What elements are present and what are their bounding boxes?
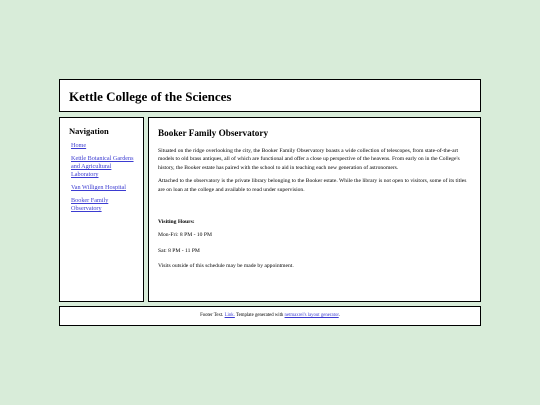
navigation-heading: Navigation: [69, 126, 109, 136]
nav-item-home: [71, 142, 137, 150]
hours-weekday: Mon-Fri: 8 PM - 10 PM: [158, 232, 212, 239]
nav-link-home[interactable]: Home: [71, 142, 87, 149]
intro-paragraph: Situated on the ridge overlooking the city, the Booker Family Observatory boasts a wide collection of telescopes, from state-of-the-art models to old brass antiques, all of which are functional and offer a close up perspective of the heavens. From early on in the College's history, the Booker estate has paired with the school to aid in teaching each new generation of astronomers.: [158, 148, 460, 171]
nav-item-observatory: [71, 197, 137, 213]
content-body: [158, 147, 472, 278]
nav-item-botanical-gardens: [71, 155, 137, 179]
nav-link-hospital[interactable]: Van Willigen Hospital: [71, 184, 126, 191]
nav-link-observatory[interactable]: Booker Family Observatory: [71, 197, 109, 212]
nav-item-hospital: [71, 184, 137, 192]
appointment-note: Visits outside of this schedule may be made by appointment.: [158, 263, 294, 270]
site-footer: [59, 306, 481, 326]
page-title: Booker Family Observatory: [158, 128, 269, 138]
visiting-hours-heading: Visiting Hours:: [158, 219, 195, 226]
navigation-panel: [59, 117, 144, 302]
main-content-panel: [148, 117, 481, 302]
navigation-list: [71, 142, 137, 218]
layout-generator-link[interactable]: netmaxrel's layout generator: [284, 313, 339, 318]
footer-text: [60, 313, 480, 319]
footer-template-text: Template generated with: [235, 313, 284, 318]
library-paragraph: Attached to the observatory is the private library belonging to the Booker estate. While the library is not open to visitors, some of its titles are on loan at the college and available to read under supervision.: [158, 178, 467, 193]
hours-saturday: Sat: 8 PM - 11 PM: [158, 247, 200, 254]
footer-prefix: Footer Text.: [200, 313, 224, 318]
nav-link-botanical-gardens[interactable]: Kettle Botanical Gardens and Agricultural Laboratory: [71, 155, 134, 178]
footer-suffix: .: [338, 313, 340, 318]
site-header: [59, 79, 481, 112]
site-title: Kettle College of the Sciences: [69, 89, 232, 104]
footer-link[interactable]: Link.: [224, 313, 235, 318]
